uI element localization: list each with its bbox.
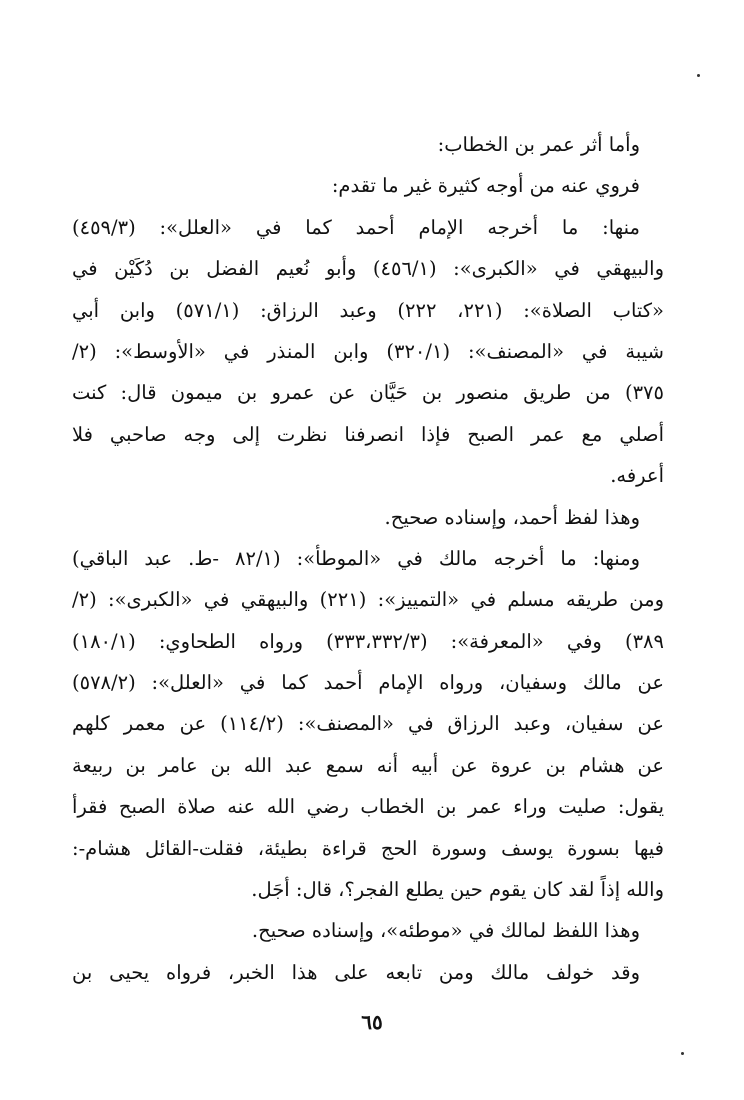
text-line: والبيهقي في «الكبرى»: (٤٥٦/١) وأبو نُعيم الفضل بن دُكَيْن في <box>72 257 664 281</box>
page-number: ٦٥ <box>361 1010 383 1034</box>
text-line: ومن طريقه مسلم في «التمييز»: (٢٢١) والبيهقي في «الكبرى»: (٢/ <box>72 588 664 612</box>
text-line: أصلي مع عمر الصبح فإذا انصرفنا نظرت إلى وجه صاحبي فلا <box>72 422 664 446</box>
scan-speck <box>681 1052 684 1055</box>
text-line: أعرفه. <box>610 464 664 488</box>
text-line: «كتاب الصلاة»: (٢٢١، ٢٢٢) وعبد الرزاق: (٥٧١/١) وابن أبي <box>72 298 664 322</box>
text-line: يقول: صليت وراء عمر بن الخطاب رضي الله عنه صلاة الصبح فقرأ <box>72 795 664 819</box>
text-line: ٣٧٥) من طريق منصور بن حَيَّان عن عمرو بن ميمون قال: كنت <box>72 381 664 405</box>
text-line: وقد خولف مالك ومن تابعه على هذا الخبر، فرواه يحيى بن <box>72 960 640 984</box>
text-line: شيبة في «المصنف»: (٣٢٠/١) وابن المنذر في «الأوسط»: (٢/ <box>72 339 664 363</box>
text-line: عن مالك وسفيان، ورواه الإمام أحمد كما في «العلل»: (٥٧٨/٢) <box>72 671 664 695</box>
text-line: منها: ما أخرجه الإمام أحمد كما في «العلل»: (٤٥٩/٣) <box>72 215 640 239</box>
text-line: وهذا اللفظ لمالك في «موطئه»، وإسناده صحيح. <box>251 919 640 943</box>
text-line: فروي عنه من أوجه كثيرة غير ما تقدم: <box>331 174 640 198</box>
text-line: عن هشام بن عروة عن أبيه أنه سمع عبد الله بن عامر بن ربيعة <box>72 753 664 777</box>
body-text <box>72 124 664 993</box>
text-line: ٣٨٩) وفي «المعرفة»: (٣٣٣،٣٣٢/٣) ورواه الطحاوي: (١٨٠/١) <box>72 629 664 653</box>
text-line: وأما أثر عمر بن الخطاب: <box>437 133 640 156</box>
text-line: ومنها: ما أخرجه مالك في «الموطأ»: (٨٢/١ -ط. عبد الباقي) <box>72 546 641 570</box>
text-line: وهذا لفظ أحمد، وإسناده صحيح. <box>384 505 640 529</box>
text-line: والله إذاً لقد كان يقوم حين يطلع الفجر؟، قال: أجَل. <box>251 878 664 902</box>
text-line: فيها بسورة يوسف وسورة الحج قراءة بطيئة، فقلت-القائل هشام-: <box>72 836 664 860</box>
text-line: عن سفيان، وعبد الرزاق في «المصنف»: (١١٤/٢) عن معمر كلهم <box>72 712 664 736</box>
scan-speck <box>697 74 700 77</box>
